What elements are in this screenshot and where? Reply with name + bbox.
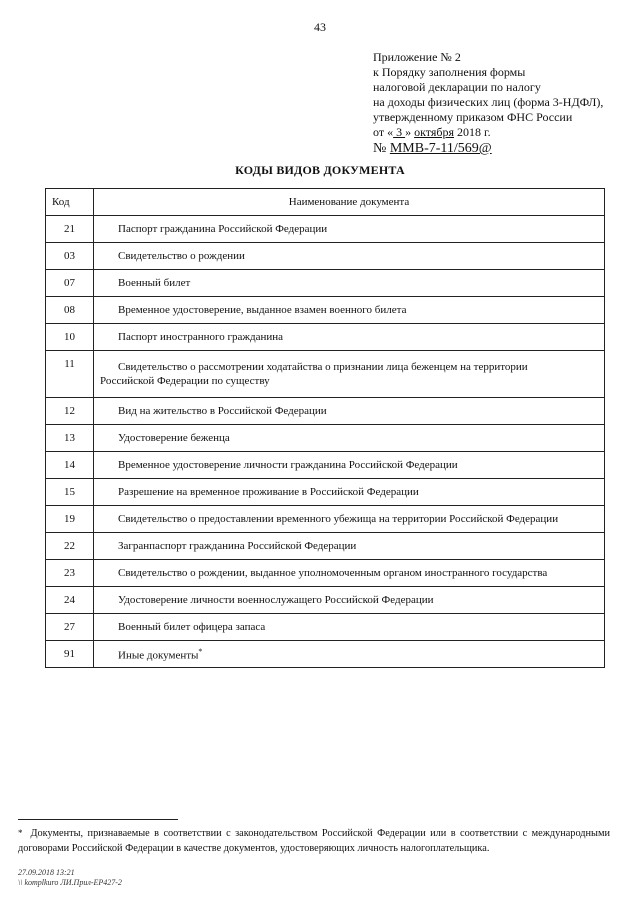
row-code: 91 [46,641,94,668]
footnote [18,826,610,856]
appendix-line: налоговой декларации по налогу [373,80,541,94]
row-name: Удостоверение беженца [94,425,605,452]
table-row [46,297,605,324]
table-row [46,243,605,270]
row-code: 12 [46,398,94,425]
stamp-line: 27.09.2018 13:21 [18,868,75,877]
header-name: Наименование документа [94,189,605,216]
order-number-value: ММВ-7-11/569@ [389,141,492,156]
table-row [46,425,605,452]
row-code: 22 [46,533,94,560]
footnote-text: Документы, признаваемые в соответствии с законодательством Российской Федерации или в соответствии с международными договорами Российской Федерации в качестве документов, удостоверяющих личность налогоплательщика. [18,828,610,854]
row-code: 19 [46,506,94,533]
page-number: 43 [314,20,326,34]
appendix-date [373,125,633,140]
appendix-line: к Порядку заполнения формы [373,65,526,79]
row-name: Свидетельство о рождении, выданное уполномоченным органом иностранного государства [94,560,605,587]
row-name: Временное удостоверение, выданное взамен военного билета [94,297,605,324]
row-name: Паспорт гражданина Российской Федерации [94,216,605,243]
row-name: Паспорт иностранного гражданина [94,324,605,351]
row-code: 11 [46,351,94,398]
date-month: октября [414,125,454,139]
row-name: Военный билет [94,270,605,297]
table-row [46,614,605,641]
appendix-line: утвержденному приказом ФНС России [373,110,573,124]
table-row [46,270,605,297]
table-row [46,506,605,533]
row-code: 07 [46,270,94,297]
row-name: Разрешение на временное проживание в Российской Федерации [94,479,605,506]
table-row [46,398,605,425]
footnote-reference-mark: * [198,647,203,657]
row-code: 13 [46,425,94,452]
order-prefix: № [373,141,390,156]
table-header-row [46,189,605,216]
row-name: Военный билет офицера запаса [94,614,605,641]
row-name: Временное удостоверение личности гражданина Российской Федерации [94,452,605,479]
date-prefix: от « [373,125,394,139]
table-row [46,324,605,351]
row-name [94,641,605,668]
document-codes-table [45,188,605,668]
appendix-header [373,50,633,158]
table-row [46,351,605,398]
row-name: Удостоверение личности военнослужащего Российской Федерации [94,587,605,614]
row-code: 24 [46,587,94,614]
row-name-line: Российской Федерации по существу [100,375,270,387]
row-name: Загранпаспорт гражданина Российской Федерации [94,533,605,560]
date-day: 3 [393,125,406,139]
order-number [373,140,633,158]
table-row [46,641,605,668]
row-name: Свидетельство о предоставлении временного убежища на территории Российской Федерации [94,506,605,533]
row-code: 14 [46,452,94,479]
row-code: 15 [46,479,94,506]
footnote-divider [18,819,178,820]
table-row [46,452,605,479]
appendix-line: Приложение № 2 [373,50,461,64]
table-row [46,533,605,560]
stamp-line: \\ komplkuro ЛИ.Прил-ЕР427-2 [18,878,122,887]
row-code: 03 [46,243,94,270]
print-stamp [18,868,122,888]
date-year: 2018 г. [454,125,491,139]
header-code: Код [46,189,94,216]
row-code: 21 [46,216,94,243]
row-name: Свидетельство о рождении [94,243,605,270]
table-row [46,587,605,614]
row-code: 10 [46,324,94,351]
row-code: 23 [46,560,94,587]
row-name-text: Иные документы [118,649,199,662]
table-row [46,560,605,587]
footnote-mark: * [18,828,23,838]
table-row [46,479,605,506]
appendix-line: на доходы физических лиц (форма 3-НДФЛ), [373,95,604,109]
row-code: 27 [46,614,94,641]
document-title: КОДЫ ВИДОВ ДОКУМЕНТА [235,163,405,177]
date-mid: » [405,125,415,139]
table-row [46,216,605,243]
row-name [94,351,605,398]
row-name: Вид на жительство в Российской Федерации [94,398,605,425]
row-code: 08 [46,297,94,324]
row-name-line: Свидетельство о рассмотрении ходатайства о признании лица беженцем на территории [118,361,528,373]
